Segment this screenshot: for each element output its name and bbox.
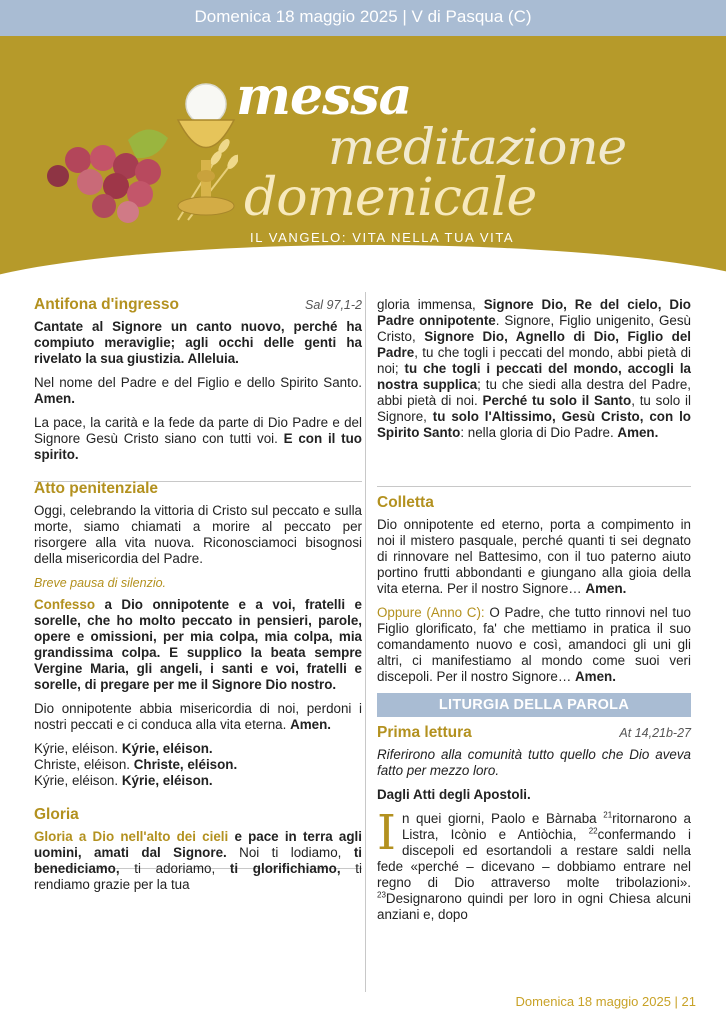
gloria-title: Gloria (34, 806, 79, 823)
right-column-top (377, 297, 691, 449)
confesso-label: Confesso (34, 597, 96, 612)
page-header (0, 0, 726, 285)
antifona-p3 (34, 415, 362, 463)
prima-lettura-title (377, 725, 691, 741)
kyrie-1-response: Kýrie, eléison. (121, 741, 213, 756)
atto-p1: Oggi, celebrando la vittoria di Cristo sul peccato e sulla morte, siamo chiamati a morire al peccato per risorgere alla vita nuova. Riconosciamoci bisognosi della misericordia del Padre. (34, 503, 362, 566)
atto-section (34, 481, 362, 789)
colletta-section (377, 495, 691, 685)
gloria-r5: , tu che togli i peccati del mondo, abbi pietà di noi; (377, 345, 691, 376)
antifona-p2 (34, 375, 362, 407)
gloria-section (34, 807, 362, 893)
gloria-text-right (377, 297, 691, 441)
gloria-r3: . Signore, Figlio unigenito, Gesù Cristo, (377, 313, 691, 344)
colletta-p2-text: O Padre, che tutto rinnovi nel tuo Figlio glorificato, fa' che mettiamo in pratica il suo comandamento nuovo e così, amandoci gli uni gli altri, ci manifestiamo al mondo come suoi veri discepoli. Per il nostro Signore… (377, 605, 691, 684)
header-date: Domenica 18 maggio 2025 | V di Pasqua (C) (194, 7, 532, 26)
lettura-t1: n quei giorni, Paolo e Bàrnaba (401, 811, 597, 826)
prima-lettura-section (377, 725, 691, 923)
title-domenicale: domenicale (244, 168, 537, 228)
atto-p3-amen: Amen. (290, 717, 332, 732)
prima-lettura-ref: At 14,21b-27 (619, 726, 691, 740)
antifona-p3-response: E con il tuo spirito. (34, 431, 362, 462)
antifona-heading: Antifona d'ingresso (34, 296, 179, 313)
antifona-p3-text: La pace, la carità e la fede da parte di Dio Padre e del Signore Gesù Cristo siano con tutti voi. (34, 415, 362, 446)
lettura-t2: ritornarono a Listra, Icònio e Antiòchia, (401, 811, 691, 842)
column-divider (365, 292, 366, 992)
prima-lettura-source: Dagli Atti degli Apostoli. (377, 787, 531, 802)
gloria-r6: tu che togli i peccati del mondo, accogli la nostra supplica (377, 361, 691, 392)
kyrie-line-2 (34, 773, 362, 789)
gloria-r1: gloria immensa, (377, 297, 476, 312)
gloria-r8: Perché tu solo il Santo (482, 393, 632, 408)
antifona-ref: Sal 97,1-2 (305, 298, 362, 312)
atto-note: Breve pausa di silenzio. (34, 576, 167, 590)
lettura-t3: confermando i discepoli ed esortandoli a restare saldi nella fede «perché – dicevano – dobbiamo entrare nel regno di Dio attraverso molte tribolazioni». (377, 827, 691, 890)
left-column (34, 297, 362, 901)
kyrie-2: Kýrie, eléison. (34, 773, 119, 788)
antifona-bold: Cantate al Signore un canto nuovo, perché ha compiuto meraviglie; agli occhi delle genti ha rivelato la sua giustizia. Alleluia. (34, 319, 362, 366)
kyrie-1: Kýrie, eléison. (34, 741, 119, 756)
dropcap: I (377, 805, 396, 861)
atto-title: Atto penitenziale (34, 480, 159, 497)
christe: Christe, eléison. (34, 757, 131, 772)
gloria-text-left (34, 829, 362, 893)
gloria-g1: Gloria a Dio nell'alto dei cieli (34, 829, 229, 844)
colletta-oppure: Oppure (Anno C): (377, 605, 485, 620)
gloria-g5: ti adoriamo, (134, 861, 216, 876)
colletta-p1-amen: Amen. (585, 581, 627, 596)
kyrie-block (34, 741, 362, 789)
prima-lettura-summary: Riferirono alla comunità tutto quello che Dio aveva fatto per mezzo loro. (377, 747, 691, 778)
gloria-r12: Amen. (617, 425, 659, 440)
colletta-p1-text: Dio onnipotente ed eterno, porta a compimento in noi il mistero pasquale, perché quanti ti sei degnato di rinnovare nel Battesimo, con il tuo paterno aiuto portino frutti abbondanti e giungano alla gioia della vita eterna. Per il nostro Signore… (377, 517, 691, 596)
confesso-body: a Dio onnipotente e a voi, fratelli e sorelle, che ho molto peccato in pensieri, parole, opere e omissioni, per mia colpa, mia colpa, mia grandissima colpa. E supplico la beata sempre Vergine Maria, gli angeli, i santi e voi, fratelli e sorelle, di pregare per me il Signore Dio nostro. (34, 597, 362, 692)
divider-right-1 (377, 486, 691, 487)
gloria-r11: : nella gloria di Dio Padre. (460, 425, 614, 440)
verse-21: 21 (603, 810, 613, 820)
header-curve (0, 245, 726, 285)
gloria-g2: e pace in terra agli uomini, amati dal Signore. (34, 829, 363, 860)
gloria-r9: , tu solo il Signore, (377, 393, 691, 424)
lettura-t4: Designarono quindi per loro in ogni Chiesa alcuni anziani e, dopo (377, 891, 691, 922)
colletta-title: Colletta (377, 494, 434, 511)
gloria-r4: Signore Dio, Agnello di Dio, Figlio del Padre (377, 329, 691, 360)
prima-lettura-text (377, 805, 691, 923)
kyrie-2-response: Kýrie, eléison. (121, 773, 213, 788)
colletta-p1 (377, 517, 691, 597)
colletta-p2-amen: Amen. (575, 669, 616, 684)
atto-p3-text: Dio onnipotente abbia misericordia di noi, perdoni i nostri peccati e ci conduca alla vita eterna. (34, 701, 362, 732)
kyrie-line-1 (34, 741, 362, 757)
verse-23: 23 (377, 890, 386, 900)
gloria-g6: ti glorifichiamo, (229, 861, 341, 876)
prima-lettura-heading: Prima lettura (377, 724, 472, 741)
gloria-r2: Signore Dio, Re del cielo, Dio Padre onnipotente (377, 297, 691, 328)
gloria-g4: ti benediciamo, (34, 845, 362, 876)
gloria-r10: tu solo l'Altissimo, Gesù Cristo, con lo Spirito Santo (377, 409, 691, 440)
confesso-text (34, 597, 362, 693)
gloria-g3: Noi ti lodiamo, (239, 845, 342, 860)
antifona-text (34, 319, 362, 367)
colletta-p2 (377, 605, 691, 685)
antifona-section (34, 297, 362, 463)
chalice-grapes-illustration (28, 80, 238, 230)
page-footer: Domenica 18 maggio 2025 | 21 (515, 994, 696, 1009)
grapes-icon (47, 129, 168, 223)
christe-response: Christe, eléison. (133, 757, 238, 772)
antifona-title (34, 297, 362, 313)
title-meditazione: meditazione (328, 118, 627, 176)
gloria-g7: ti rendiamo grazie per la tua (34, 861, 362, 892)
antifona-p2-text: Nel nome del Padre e del Figlio e dello Spirito Santo. (34, 375, 362, 390)
gloria-r7: ; tu che siedi alla destra del Padre, abbi pietà di noi. (377, 377, 691, 408)
antifona-p2-amen: Amen. (34, 391, 75, 406)
header-subtitle: IL VANGELO: VITA NELLA TUA VITA (250, 230, 515, 245)
christe-line (34, 757, 362, 773)
liturgia-banner: LITURGIA DELLA PAROLA (377, 693, 691, 717)
right-column-lower (377, 495, 691, 931)
verse-22: 22 (588, 826, 598, 836)
title-messa: messa (236, 66, 412, 127)
atto-p3 (34, 701, 362, 733)
